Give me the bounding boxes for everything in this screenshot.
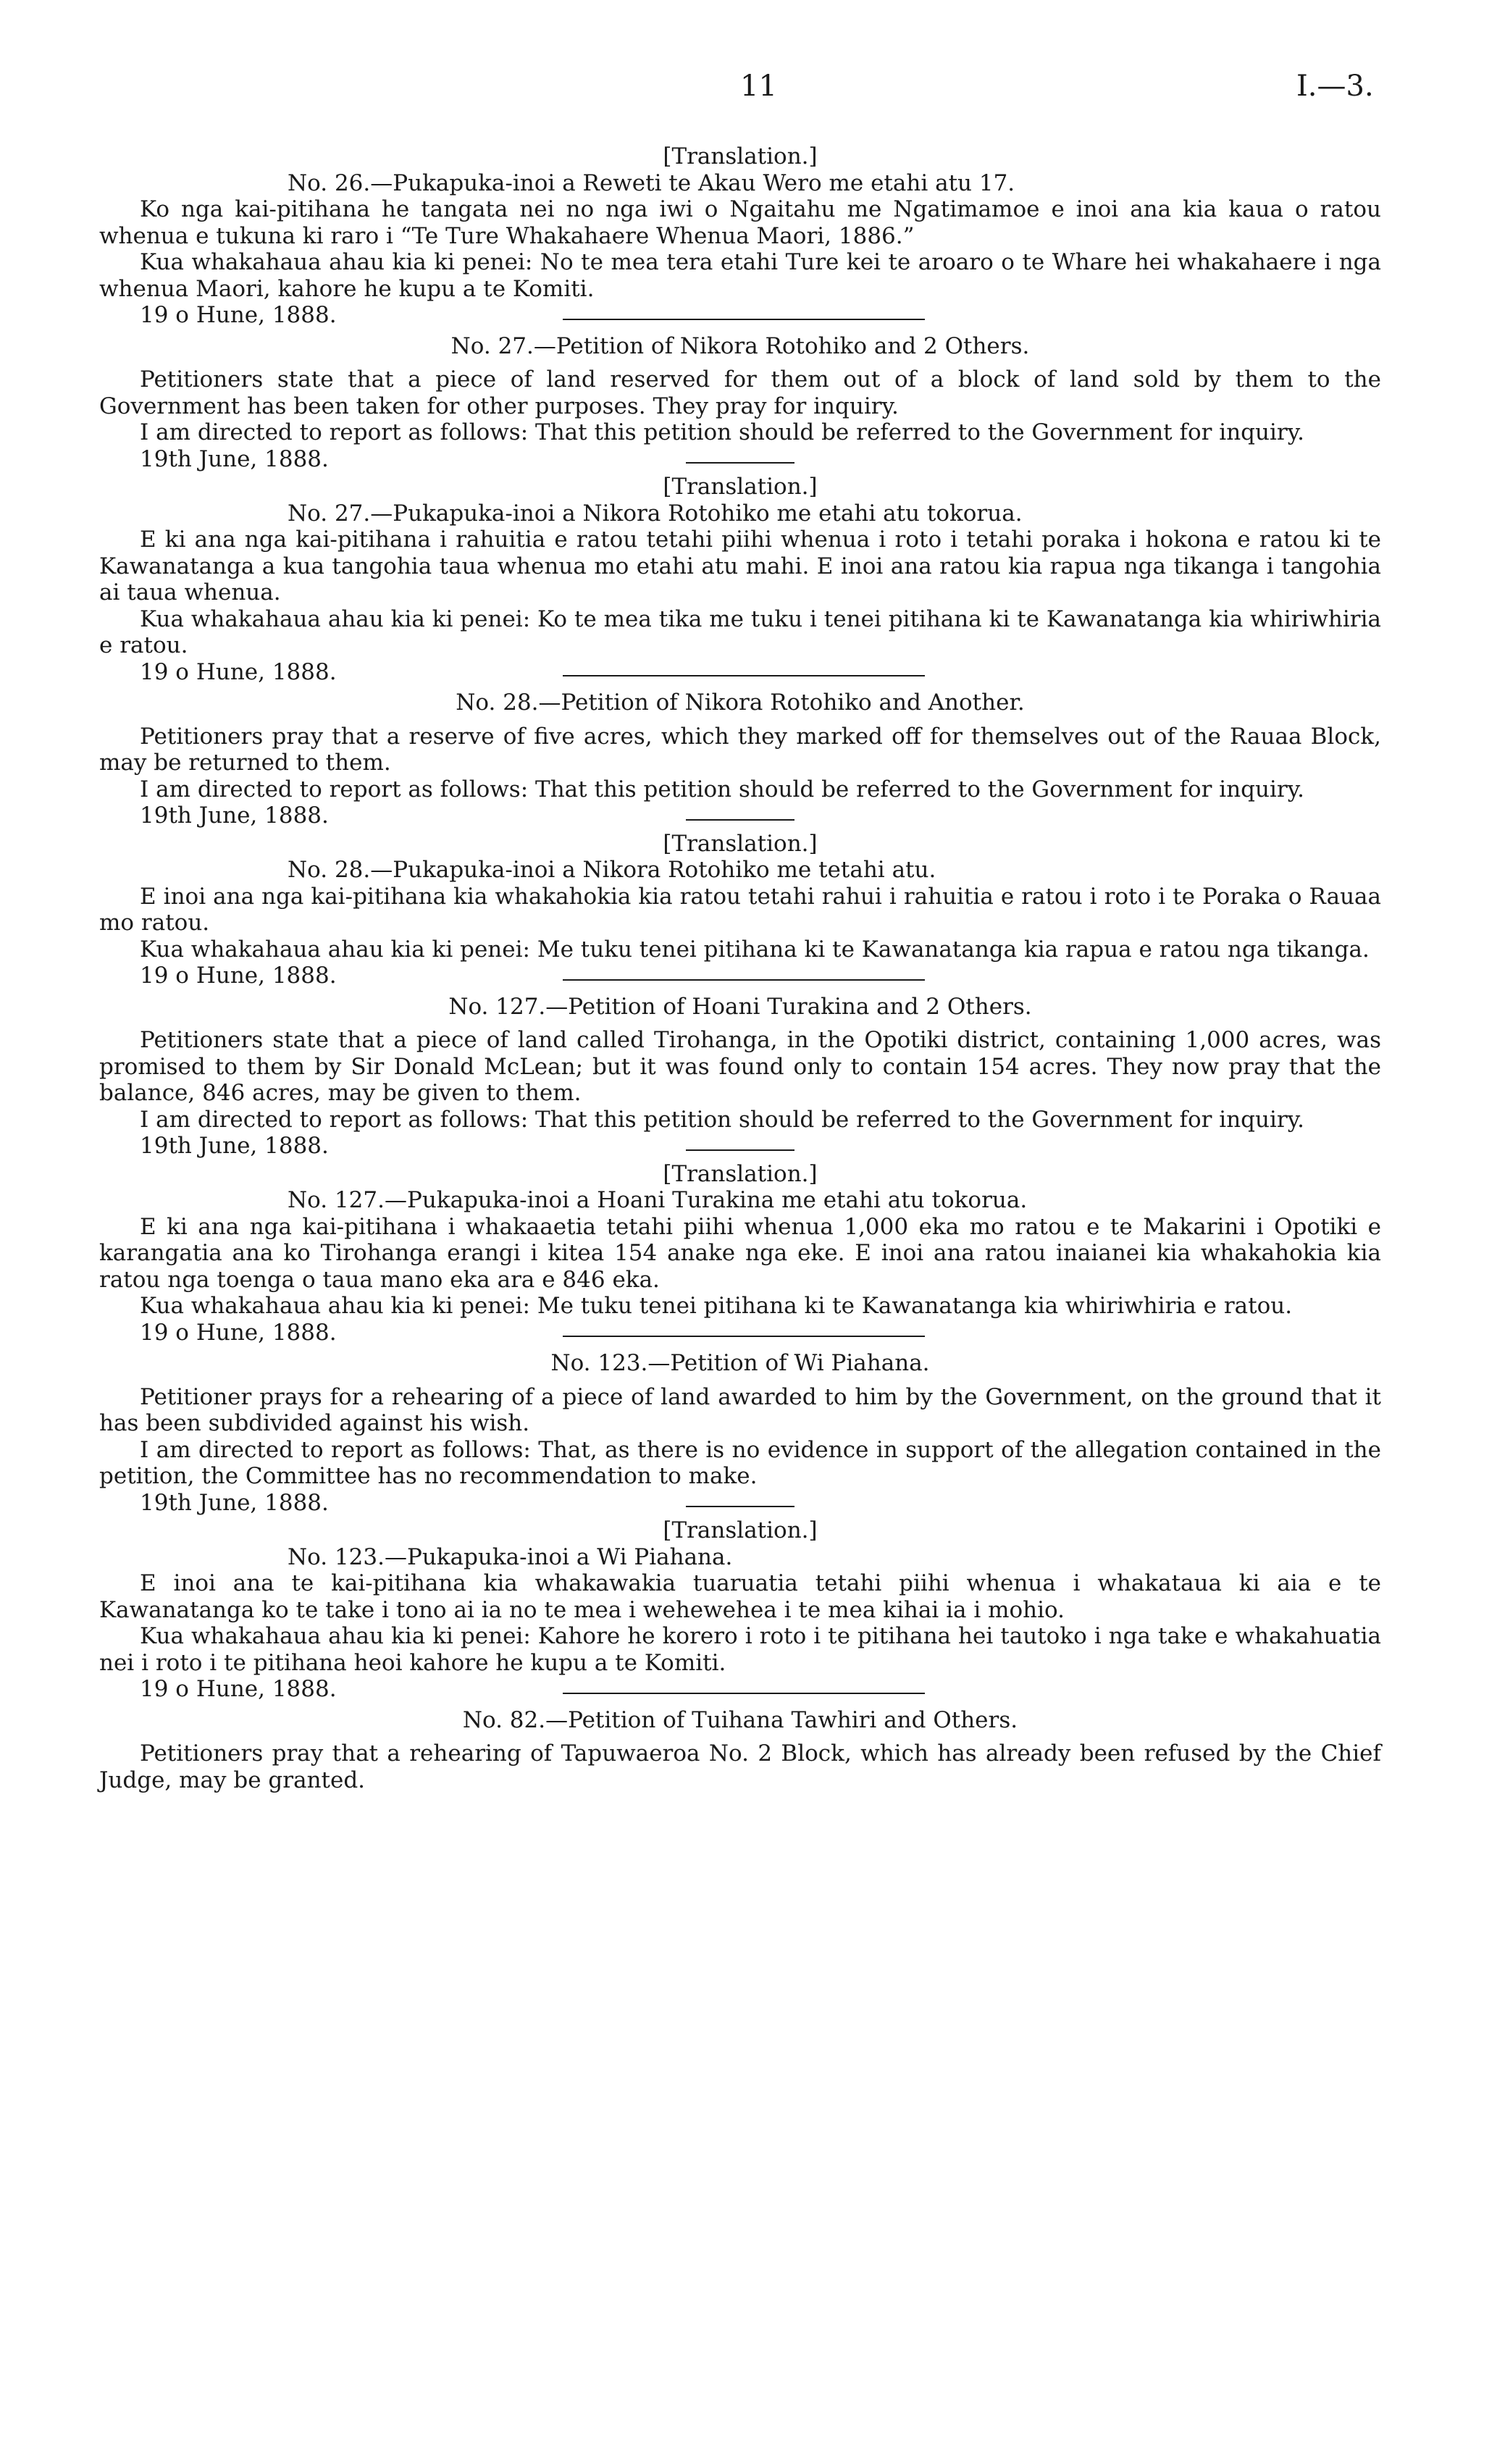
body-paragraph: Kua whakahaua ahau kia ki penei: No te mea tera etahi Ture kei te aroaro o te Whare hei whakahaere i nga whenua Maori, kahore he kupu a te Komiti. — [99, 249, 1381, 302]
body-paragraph: Petitioner prays for a rehearing of a piece of land awarded to him by the Government, on the ground that it has been subdivided against his wish. — [99, 1383, 1381, 1436]
section-heading: No. 127.—Petition of Hoani Turakina and 2 Others. — [448, 993, 1032, 1020]
section-date: 19th June, 1888. — [140, 445, 329, 472]
body-paragraph: Kua whakahaua ahau kia ki penei: Ko te mea tika me tuku i tenei pitihana ki te Kawanatanga kia whiriwhiria e ratou. — [99, 605, 1381, 658]
section-date: 19th June, 1888. — [140, 803, 329, 829]
short-divider — [686, 819, 794, 821]
section-heading: No. 123.—Pukapuka-inoi a Wi Piahana. — [288, 1543, 733, 1570]
translation-section — [99, 474, 1381, 685]
page-number: 11 — [740, 70, 777, 103]
body-paragraph: Petitioners pray that a reserve of five acres, which they marked off for themselves out of the Rauaa Block, may be returned to them. — [99, 723, 1381, 776]
document-reference: I.—3. — [1296, 70, 1374, 103]
translation-label: [Translation.] — [663, 474, 818, 500]
body-paragraph: E ki ana nga kai-pitihana i rahuitia e ratou tetahi piihi whenua i roto i tetahi poraka i hokona e ratou ki te Kawanatanga a kua tangohia taua whenua mo etahi atu mahi. E inoi ana ratou kia rapua nga tikanga i tangohia ai taua whenua. — [99, 527, 1381, 605]
section-heading: No. 82.—Petition of Tuihana Tawhiri and Others. — [462, 1706, 1018, 1733]
section-heading: No. 27.—Petition of Nikora Rotohiko and 2 Others. — [450, 332, 1030, 359]
section-heading: No. 28.—Petition of Nikora Rotohiko and Another. — [456, 690, 1025, 716]
body-paragraph: Kua whakahaua ahau kia ki penei: Me tuku tenei pitihana ki te Kawanatanga kia whiriwhiria e ratou. — [140, 1293, 1293, 1319]
petition-section — [99, 1707, 1381, 1794]
section-divider — [563, 979, 925, 981]
petition-section — [99, 993, 1381, 1159]
body-paragraph: Kua whakahaua ahau kia ki penei: Me tuku tenei pitihana ki te Kawanatanga kia rapua e ratou nga tikanga. — [140, 936, 1370, 963]
section-date: 19 o Hune, 1888. — [140, 963, 337, 989]
section-divider — [563, 1693, 925, 1694]
translation-label: [Translation.] — [663, 143, 818, 169]
body-paragraph: E ki ana nga kai-pitihana i whakaaetia tetahi piihi whenua 1,000 eka mo ratou e te Makarini i Opotiki e karangatia ana ko Tirohanga erangi i kitea 154 anake nga eke. E inoi ana ratou inaianei kia whakahokia kia ratou nga toenga o taua mano eka ara e 846 eka. — [99, 1213, 1381, 1293]
body-paragraph: E inoi ana nga kai-pitihana kia whakahokia kia ratou tetahi rahui i rahuitia e ratou i roto i te Poraka o Rauaa mo ratou. — [99, 883, 1381, 936]
translation-section — [99, 1160, 1381, 1346]
translation-section — [99, 1517, 1381, 1702]
body-paragraph: I am directed to report as follows: That this petition should be referred to the Government for inquiry. — [140, 776, 1304, 803]
body-paragraph: Petitioners state that a piece of land reserved for them out of a block of land sold by them to the Government has been taken for other purposes. They pray for inquiry. — [99, 366, 1381, 419]
translation-label: [Translation.] — [663, 1517, 818, 1543]
document-body — [99, 143, 1381, 1793]
translation-section — [99, 830, 1381, 989]
body-paragraph: I am directed to report as follows: That this petition should be referred to the Government for inquiry. — [140, 1106, 1304, 1133]
translation-label: [Translation.] — [663, 830, 818, 857]
section-heading: No. 123.—Petition of Wi Piahana. — [550, 1350, 930, 1376]
section-date: 19th June, 1888. — [140, 1489, 329, 1516]
short-divider — [686, 462, 794, 464]
section-date: 19th June, 1888. — [140, 1133, 329, 1159]
body-paragraph: I am directed to report as follows: That, as there is no evidence in support of the allegation contained in the petition, the Committee has no recommendation to make. — [99, 1436, 1381, 1489]
petition-section — [99, 690, 1381, 829]
section-date: 19 o Hune, 1888. — [140, 302, 337, 328]
section-divider — [563, 1336, 925, 1337]
section-heading: No. 127.—Pukapuka-inoi a Hoani Turakina me etahi atu tokorua. — [288, 1187, 1028, 1213]
petition-section — [99, 332, 1381, 472]
section-divider — [563, 675, 925, 676]
short-divider — [686, 1149, 794, 1151]
body-paragraph: I am directed to report as follows: That this petition should be referred to the Government for inquiry. — [140, 419, 1304, 445]
short-divider — [686, 1506, 794, 1507]
body-paragraph: Kua whakahaua ahau kia ki penei: Kahore he korero i roto i te pitihana hei tautoko i nga take e whakahuatia nei i roto i te pitihana heoi kahore he kupu a te Komiti. — [99, 1623, 1381, 1676]
section-date: 19 o Hune, 1888. — [140, 1319, 337, 1346]
translation-section — [99, 143, 1381, 328]
petition-section — [99, 1350, 1381, 1516]
section-date: 19 o Hune, 1888. — [140, 658, 337, 685]
body-paragraph: Petitioners state that a piece of land called Tirohanga, in the Opotiki district, containing 1,000 acres, was promised to them by Sir Donald McLean; but it was found only to contain 154 acres. They now pray that the balance, 846 acres, may be given to them. — [99, 1027, 1381, 1106]
body-paragraph: Ko nga kai-pitihana he tangata nei no nga iwi o Ngaitahu me Ngatimamoe e inoi ana kia kaua o ratou whenua e tukuna ki raro i “Te Ture Whakahaere Whenua Maori, 1886.” — [99, 196, 1381, 249]
body-paragraph: Petitioners pray that a rehearing of Tapuwaeroa No. 2 Block, which has already been refused by the Chief Judge, may be granted. — [99, 1740, 1381, 1793]
translation-label: [Translation.] — [663, 1160, 818, 1187]
section-heading: No. 26.—Pukapuka-inoi a Reweti te Akau Wero me etahi atu 17. — [288, 169, 1015, 196]
section-heading: No. 27.—Pukapuka-inoi a Nikora Rotohiko me etahi atu tokorua. — [288, 500, 1023, 527]
section-heading: No. 28.—Pukapuka-inoi a Nikora Rotohiko me tetahi atu. — [288, 857, 936, 883]
section-date: 19 o Hune, 1888. — [140, 1676, 337, 1702]
section-divider — [563, 319, 925, 320]
body-paragraph: E inoi ana te kai-pitihana kia whakawakia tuaruatia tetahi piihi whenua i whakataua ki aia e te Kawanatanga ko te take i tono ai ia no te mea i wehewehea i te mea kihai ia i mohio. — [99, 1570, 1381, 1623]
